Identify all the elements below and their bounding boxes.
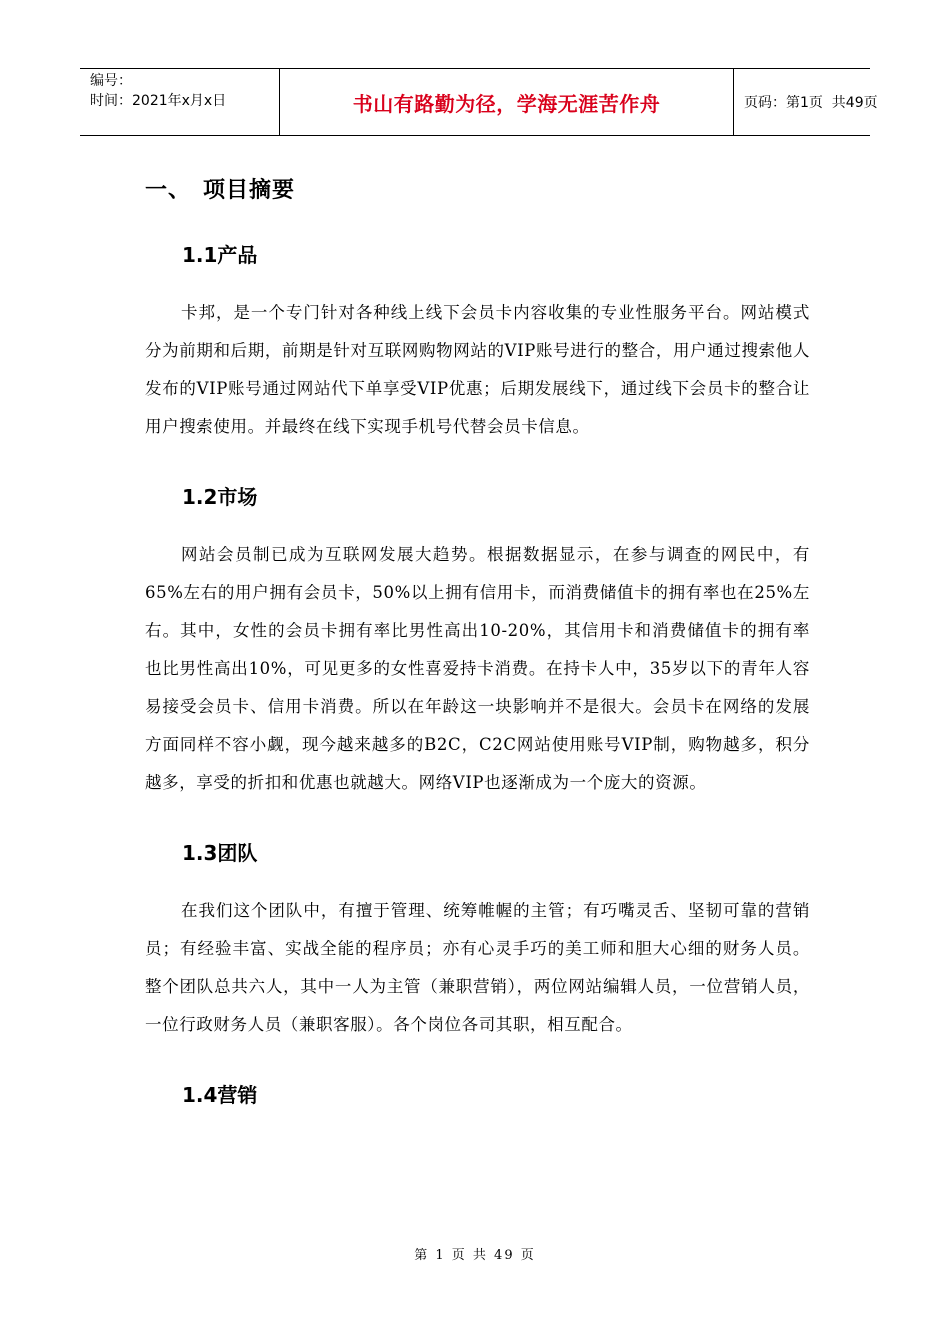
page-footer: 第 1 页 共 49 页 (414, 1248, 536, 1263)
header-meta (80, 69, 280, 135)
subsection-heading-marketing: 1.4营销 (182, 1083, 258, 1107)
paragraph-product: 卡邦，是一个专门针对各种线上线下会员卡内容收集的专业性服务平台。网站模式分为前期和后期，前期是针对互联网购物网站的VIP账号进行的整合，用户通过搜索他人发布的VIP账号通过网站代下单享受VIP优惠；后期发展线下，通过线下会员卡的整合让用户搜索使用。并最终在线下实现手机号代替会员卡信息。 (145, 303, 810, 436)
paragraph-team: 在我们这个团队中，有擅于管理、统筹帷幄的主管；有巧嘴灵舌、坚韧可靠的营销员；有经验丰富、实战全能的程序员；亦有心灵手巧的美工师和胆大心细的财务人员。整个团队总共六人，其中一人为主管（兼职营销），两位网站编辑人员，一位营销人员，一位行政财务人员（兼职客服）。各个岗位各司其职，相互配合。 (145, 901, 810, 1034)
header-motto: 书山有路勤为径，学海无涯苦作舟 (280, 69, 734, 135)
subsection-heading-team: 1.3团队 (182, 841, 258, 865)
subsection-heading-market: 1.2市场 (182, 485, 258, 509)
serial-label: 编号： (90, 73, 132, 89)
page-info-text: 页码：第1页 共49页 (744, 95, 878, 111)
section-title: 项目摘要 (203, 178, 296, 203)
date-label: 时间：2021年x月x日 (90, 93, 227, 109)
document-body (145, 170, 810, 1110)
subsection-heading-product: 1.1产品 (182, 243, 258, 267)
section-heading (145, 170, 810, 212)
page-header (80, 68, 878, 136)
header-page-info (734, 69, 878, 135)
paragraph-market: 网站会员制已成为互联网发展大趋势。根据数据显示，在参与调查的网民中，有65%左右的用户拥有会员卡，50%以上拥有信用卡，而消费储值卡的拥有率也在25%左右。其中，女性的会员卡拥有率比男性高出10-20%，其信用卡和消费储值卡的拥有率也比男性高出10%，可见更多的女性喜爱持卡消费。在持卡人中，35岁以下的青年人容易接受会员卡、信用卡消费。所以在年龄这一块影响并不是很大。会员卡在网络的发展方面同样不容小觑，现今越来越多的B2C，C2C网站使用账号VIP制，购物越多，积分越多，享受的折扣和优惠也就越大。网络VIP也逐渐成为一个庞大的资源。 (145, 545, 810, 792)
section-number: 一、 (145, 178, 192, 203)
